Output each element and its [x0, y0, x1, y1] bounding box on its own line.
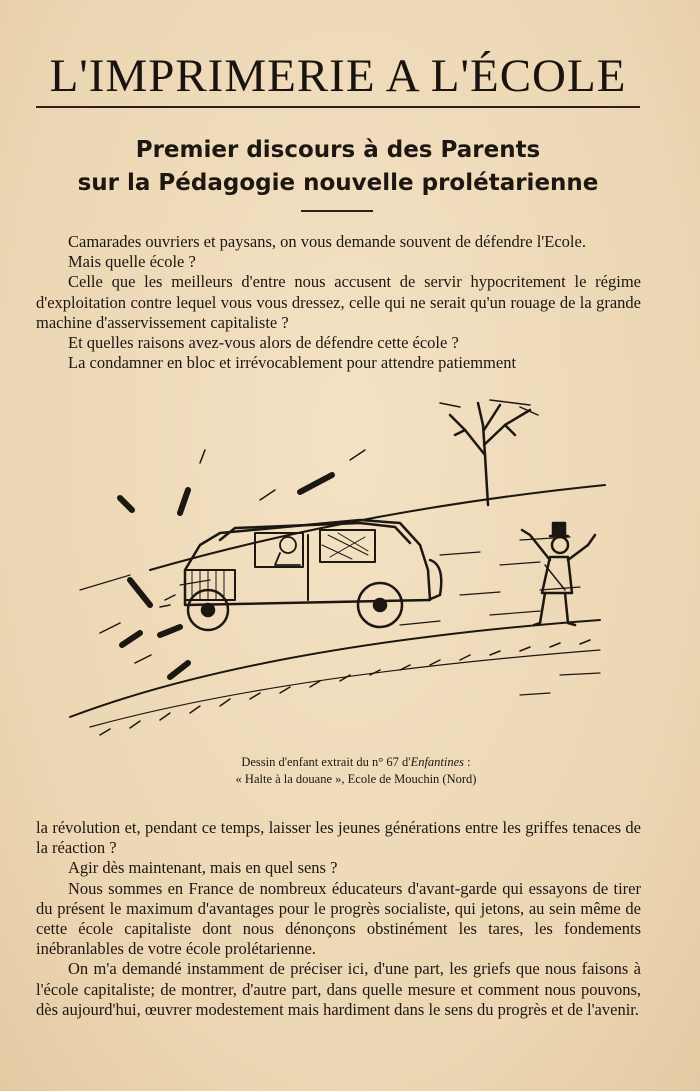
- paragraph: Nous sommes en France de nombreux éducateurs d'avant-garde qui essayons de tirer du présent le maximum d'avantages pour le progrès socialiste, qui jetons, au sein même de cette école capitaliste dont nous dénonçons obstinément les tares, les fondements inébranlables de votre école prolétarienne.: [36, 878, 641, 959]
- customs-officer-drawing: [522, 523, 595, 625]
- illustration-caption: [36, 754, 676, 788]
- caption-line1: [36, 754, 676, 771]
- subtitle-divider: [301, 210, 373, 212]
- paragraph: Celle que les meilleurs d'entre nous accusent de servir hypocritement le régime d'exploitation contre lequel vous vous dressez, celle qui ne serait qu'un rouage de la grande machine d'asservissement capitaliste ?: [36, 272, 641, 332]
- article-subtitle: [36, 134, 640, 200]
- article-body-part2: [36, 818, 641, 1020]
- article-subtitle-line2: sur la Pédagogie nouvelle prolétarienne: [77, 170, 599, 196]
- caption-journal: Enfantines: [410, 755, 465, 769]
- motion-lines-drawing: [100, 450, 365, 677]
- tree-drawing: [440, 400, 538, 505]
- paragraph: Mais quelle école ?: [68, 252, 196, 272]
- paragraph: La condamner en bloc et irrévocablement pour attendre patiemment: [68, 353, 517, 373]
- article-body-part1: [36, 232, 641, 373]
- caption-prefix: Dessin d'enfant extrait du n° 67 d': [241, 755, 411, 769]
- paragraph: Agir dès maintenant, mais en quel sens ?: [68, 858, 338, 878]
- paragraph: la révolution et, pendant ce temps, laisser les jeunes générations entre les griffes tenaces de la réaction ?: [36, 818, 641, 858]
- caption-suffix: :: [464, 755, 471, 769]
- car-drawing: [160, 520, 441, 630]
- masthead-title: L'IMPRIMERIE A L'ÉCOLE: [49, 50, 627, 102]
- masthead-rule: [36, 106, 640, 108]
- article-subtitle-line1: Premier discours à des Parents: [135, 137, 541, 163]
- paragraph: Camarades ouvriers et paysans, on vous demande souvent de défendre l'Ecole.: [68, 232, 586, 251]
- child-drawing-illustration: [60, 395, 620, 750]
- caption-line2: « Halte à la douane », Ecole de Mouchin (Nord): [235, 772, 477, 786]
- paragraph: On m'a demandé instamment de préciser ici, d'une part, les griefs que nous faisons à l'école capitaliste; de montrer, d'autre part, dans quelle mesure et comment nous pouvons, dès aujourd'hui, œuvrer modestement mais hardiment dans le sens du progrès et de l'avenir.: [36, 959, 641, 1019]
- paragraph: Et quelles raisons avez-vous alors de défendre cette école ?: [68, 333, 459, 353]
